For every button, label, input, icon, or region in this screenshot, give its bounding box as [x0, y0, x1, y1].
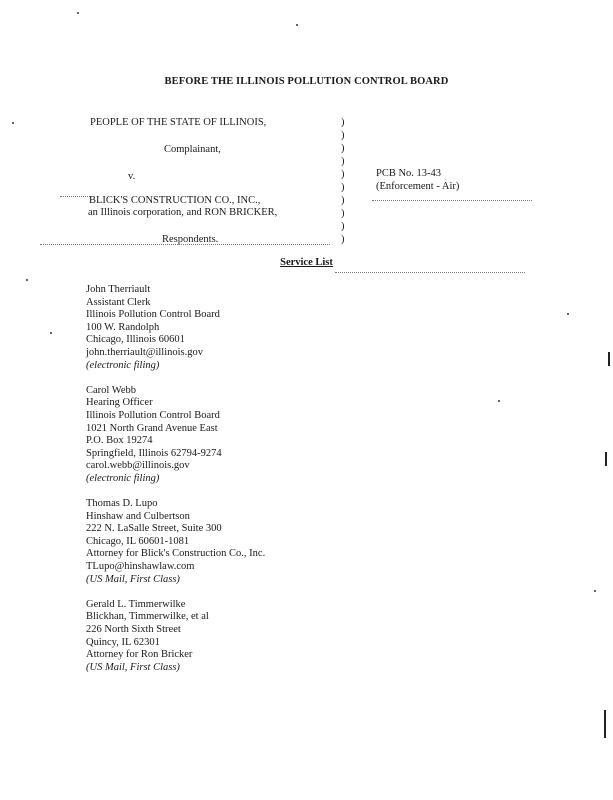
scan-artifact [335, 272, 525, 274]
delivery-method: (US Mail, First Class) [86, 573, 180, 585]
board-title: BEFORE THE ILLINOIS POLLUTION CONTROL BOARD [164, 76, 449, 87]
entry-line: Chicago, Illinois 60601 [86, 334, 185, 346]
entry-line: 1021 North Grand Avenue East [86, 422, 218, 434]
scan-artifact [296, 24, 298, 26]
scan-artifact [60, 196, 90, 198]
plaintiff-role: Complainant, [164, 144, 221, 155]
entry-line: Attorney for Blick's Construction Co., Inc. [86, 548, 266, 560]
entry-line: Carol Webb [86, 384, 136, 396]
entry-email: john.therriault@illinois.gov [86, 346, 203, 358]
defendant-description: an Illinois corporation, and RON BRICKER, [88, 207, 278, 218]
case-number-block [376, 167, 459, 193]
entry-line: Springfield, Illinois 62794-9274 [86, 447, 222, 459]
scan-artifact [40, 244, 330, 246]
entry-email: TLupo@hinshawlaw.com [86, 561, 195, 573]
scan-artifact [50, 332, 52, 334]
delivery-method: (US Mail, First Class) [86, 661, 180, 673]
delivery-method: (electronic filing) [86, 359, 160, 371]
entry-line: John Therriault [86, 284, 151, 295]
scan-artifact [12, 122, 14, 124]
defendant-name: BLICK'S CONSTRUCTION CO., INC., [89, 195, 261, 206]
entry-line: Thomas D. Lupo [86, 498, 158, 510]
entry-line: Illinois Pollution Control Board [86, 309, 220, 321]
defendant-role: Respondents. [162, 234, 219, 245]
caption-parentheses: ) ) ) ) ) ) ) ) ) ) [341, 117, 345, 245]
scan-artifact [605, 452, 607, 466]
scan-artifact [604, 710, 606, 738]
entry-line: 226 North Sixth Street [86, 624, 181, 636]
entry-line: Quincy, IL 62301 [86, 636, 160, 648]
service-list [86, 284, 265, 687]
entry-line: Gerald L. Timmerwilke [86, 598, 186, 610]
plaintiff-name: PEOPLE OF THE STATE OF ILLINOIS, [90, 117, 267, 128]
entry-line: Chicago, IL 60601-1081 [86, 535, 190, 547]
service-entry [86, 498, 265, 586]
entry-line: 222 N. LaSalle Street, Suite 300 [86, 523, 222, 535]
case-number: PCB No. 13-43 [376, 168, 442, 179]
entry-line: P.O. Box 19274 [86, 435, 153, 447]
scan-artifact [372, 200, 532, 202]
scan-artifact [567, 313, 569, 315]
versus-label: v. [128, 171, 136, 182]
case-type: (Enforcement - Air) [376, 181, 460, 192]
service-entry [86, 385, 265, 486]
service-list-heading: Service List [280, 257, 333, 268]
entry-line: Attorney for Ron Bricker [86, 649, 193, 661]
service-entry [86, 599, 265, 675]
entry-line: Hearing Officer [86, 397, 153, 409]
scan-artifact [498, 400, 500, 402]
entry-email: carol.webb@illinois.gov [86, 460, 190, 472]
scan-artifact [594, 590, 596, 592]
entry-line: Assistant Clerk [86, 296, 151, 308]
entry-line: Blickhan, Timmerwilke, et al [86, 611, 209, 623]
scan-artifact [608, 352, 610, 366]
scan-artifact [77, 12, 79, 14]
delivery-method: (electronic filing) [86, 472, 160, 484]
entry-line: 100 W. Randolph [86, 321, 160, 333]
service-entry [86, 284, 265, 372]
scan-artifact [26, 279, 28, 281]
entry-line: Hinshaw and Culbertson [86, 510, 190, 522]
entry-line: Illinois Pollution Control Board [86, 409, 220, 421]
